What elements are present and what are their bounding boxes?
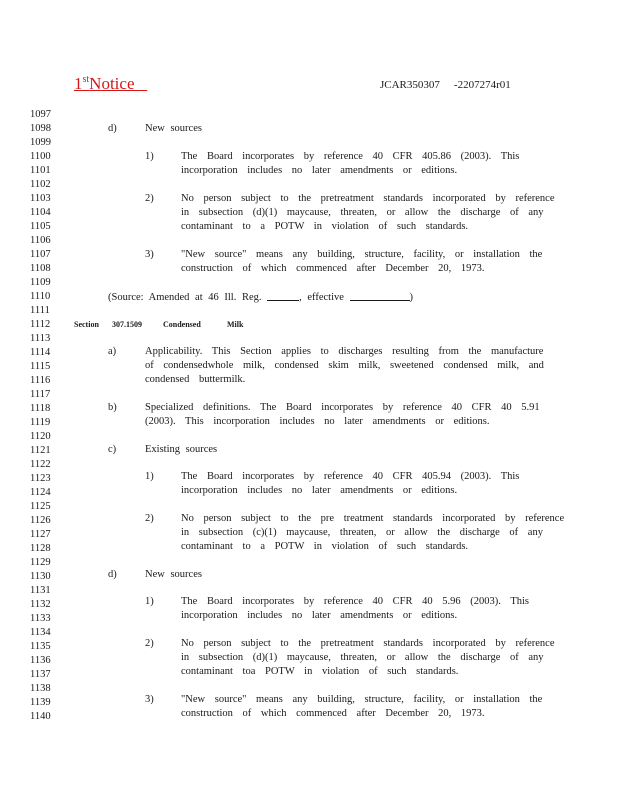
subsection-title: Existing sources: [145, 444, 218, 455]
line-number: 1105: [30, 221, 51, 232]
paragraph-line: condensed buttermilk.: [145, 374, 246, 385]
line-number: 1133: [30, 613, 51, 624]
source-note: [108, 290, 413, 305]
section-name: Milk: [227, 320, 244, 329]
line-number: 1102: [30, 179, 51, 190]
line-number: 1099: [30, 137, 51, 148]
subsection-label: c): [108, 444, 117, 455]
line-number: 1104: [30, 207, 51, 218]
line-number: 1115: [30, 361, 51, 372]
line-number: 1131: [30, 585, 51, 596]
source-note-text: (Source: Amended at 46 Ill. Reg.: [108, 292, 262, 303]
line-number: 1130: [30, 571, 51, 582]
notice-number: 1: [74, 74, 83, 93]
line-number: 1110: [30, 291, 51, 302]
line-number: 1112: [30, 319, 51, 330]
line-number: 1118: [30, 403, 51, 414]
line-number: 1114: [30, 347, 51, 358]
line-number: 1124: [30, 487, 51, 498]
paragraph-label: 1): [145, 596, 154, 607]
paragraph-line: of condensedwhole milk, condensed skim milk, sweetened condensed milk, and: [145, 360, 544, 371]
line-number: 1140: [30, 711, 51, 722]
effective-date-blank: [350, 290, 410, 301]
paragraph-line: No person subject to the pretreatment standards incorporated by reference: [181, 638, 555, 649]
line-number: 1108: [30, 263, 51, 274]
document-code-part2: -2207274r01: [453, 79, 511, 91]
line-number: 1126: [30, 515, 51, 526]
line-number: 1129: [30, 557, 51, 568]
paragraph-line: in subsection (d)(1) maycause, threaten, or allow the discharge of any: [181, 207, 544, 218]
paragraph-line: contaminant to a POTW in violation of such standards.: [181, 221, 469, 232]
line-number: 1113: [30, 333, 51, 344]
line-number: 1136: [30, 655, 51, 666]
paragraph-line: in subsection (c)(1) maycause, threaten, or allow the discharge of any: [181, 527, 543, 538]
paragraph-label: 3): [145, 694, 154, 705]
register-blank: [267, 290, 299, 301]
document-code: [380, 79, 511, 91]
line-number: 1137: [30, 669, 51, 680]
line-number: 1125: [30, 501, 51, 512]
paragraph-line: No person subject to the pretreatment standards incorporated by reference: [181, 193, 555, 204]
line-number: 1122: [30, 459, 51, 470]
subsection-label: b): [108, 402, 117, 413]
paragraph-line: construction of which commenced after December 20, 1973.: [181, 708, 485, 719]
line-number: 1098: [30, 123, 51, 134]
line-number: 1109: [30, 277, 51, 288]
line-number: 1100: [30, 151, 51, 162]
line-number: 1135: [30, 641, 51, 652]
paragraph-line: The Board incorporates by reference 40 CFR 405.86 (2003). This: [181, 151, 520, 162]
paragraph-line: The Board incorporates by reference 40 CFR 40 5.96 (2003). This: [181, 596, 529, 607]
line-number: 1139: [30, 697, 51, 708]
paragraph-line: incorporation includes no later amendments or editions.: [181, 610, 458, 621]
line-number: 1106: [30, 235, 51, 246]
line-number: 1101: [30, 165, 51, 176]
subsection-label: a): [108, 346, 117, 357]
paragraph-label: 1): [145, 471, 154, 482]
subsection-title: New sources: [145, 123, 202, 134]
line-number: 1123: [30, 473, 51, 484]
line-number: 1117: [30, 389, 51, 400]
line-number: 1107: [30, 249, 51, 260]
subsection-title: New sources: [145, 569, 202, 580]
paragraph-line: (2003). This incorporation includes no later amendments or editions.: [145, 416, 490, 427]
paragraph-label: 3): [145, 249, 154, 260]
paragraph-line: Applicability. This Section applies to discharges resulting from the manufacture: [145, 346, 544, 357]
paragraph-line: contaminant to a POTW in violation of such standards.: [181, 541, 469, 552]
line-number: 1134: [30, 627, 51, 638]
line-number: 1127: [30, 529, 51, 540]
paragraph-line: "New source" means any building, structure, facility, or installation the: [181, 249, 543, 260]
paragraph-line: No person subject to the pre treatment standards incorporated by reference: [181, 513, 565, 524]
notice-word: Notice: [89, 74, 135, 93]
section-name: Condensed: [163, 320, 201, 329]
paragraph-label: 2): [145, 638, 154, 649]
notice-heading: [74, 74, 147, 94]
paragraph-line: contaminant toa POTW in violation of such standards.: [181, 666, 459, 677]
paragraph-label: 2): [145, 193, 154, 204]
paragraph-line: in subsection (d)(1) maycause, threaten, or allow the discharge of any: [181, 652, 544, 663]
paragraph-line: Specialized definitions. The Board incorporates by reference 40 CFR 40 5.91: [145, 402, 540, 413]
line-number: 1116: [30, 375, 51, 386]
paragraph-label: 2): [145, 513, 154, 524]
document-code-part1: JCAR350307: [380, 79, 440, 91]
paragraph-line: The Board incorporates by reference 40 CFR 405.94 (2003). This: [181, 471, 520, 482]
source-note-close: ): [409, 292, 414, 303]
line-number: 1132: [30, 599, 51, 610]
section-word: Section: [74, 320, 99, 329]
line-number: 1111: [30, 305, 50, 316]
notice-suffix: st: [82, 74, 90, 85]
paragraph-line: incorporation includes no later amendments or editions.: [181, 165, 458, 176]
subsection-label: d): [108, 569, 117, 580]
line-number: 1119: [30, 417, 51, 428]
paragraph-line: "New source" means any building, structure, facility, or installation the: [181, 694, 543, 705]
section-number: 307.1509: [112, 320, 142, 329]
subsection-label: d): [108, 123, 117, 134]
paragraph-line: incorporation includes no later amendments or editions.: [181, 485, 458, 496]
paragraph-label: 1): [145, 151, 154, 162]
line-number: 1138: [30, 683, 51, 694]
source-note-effective: , effective: [299, 292, 344, 303]
line-number: 1097: [30, 109, 51, 120]
line-number: 1103: [30, 193, 51, 204]
line-number: 1121: [30, 445, 51, 456]
line-number: 1120: [30, 431, 51, 442]
line-number: 1128: [30, 543, 51, 554]
paragraph-line: construction of which commenced after December 20, 1973.: [181, 263, 485, 274]
